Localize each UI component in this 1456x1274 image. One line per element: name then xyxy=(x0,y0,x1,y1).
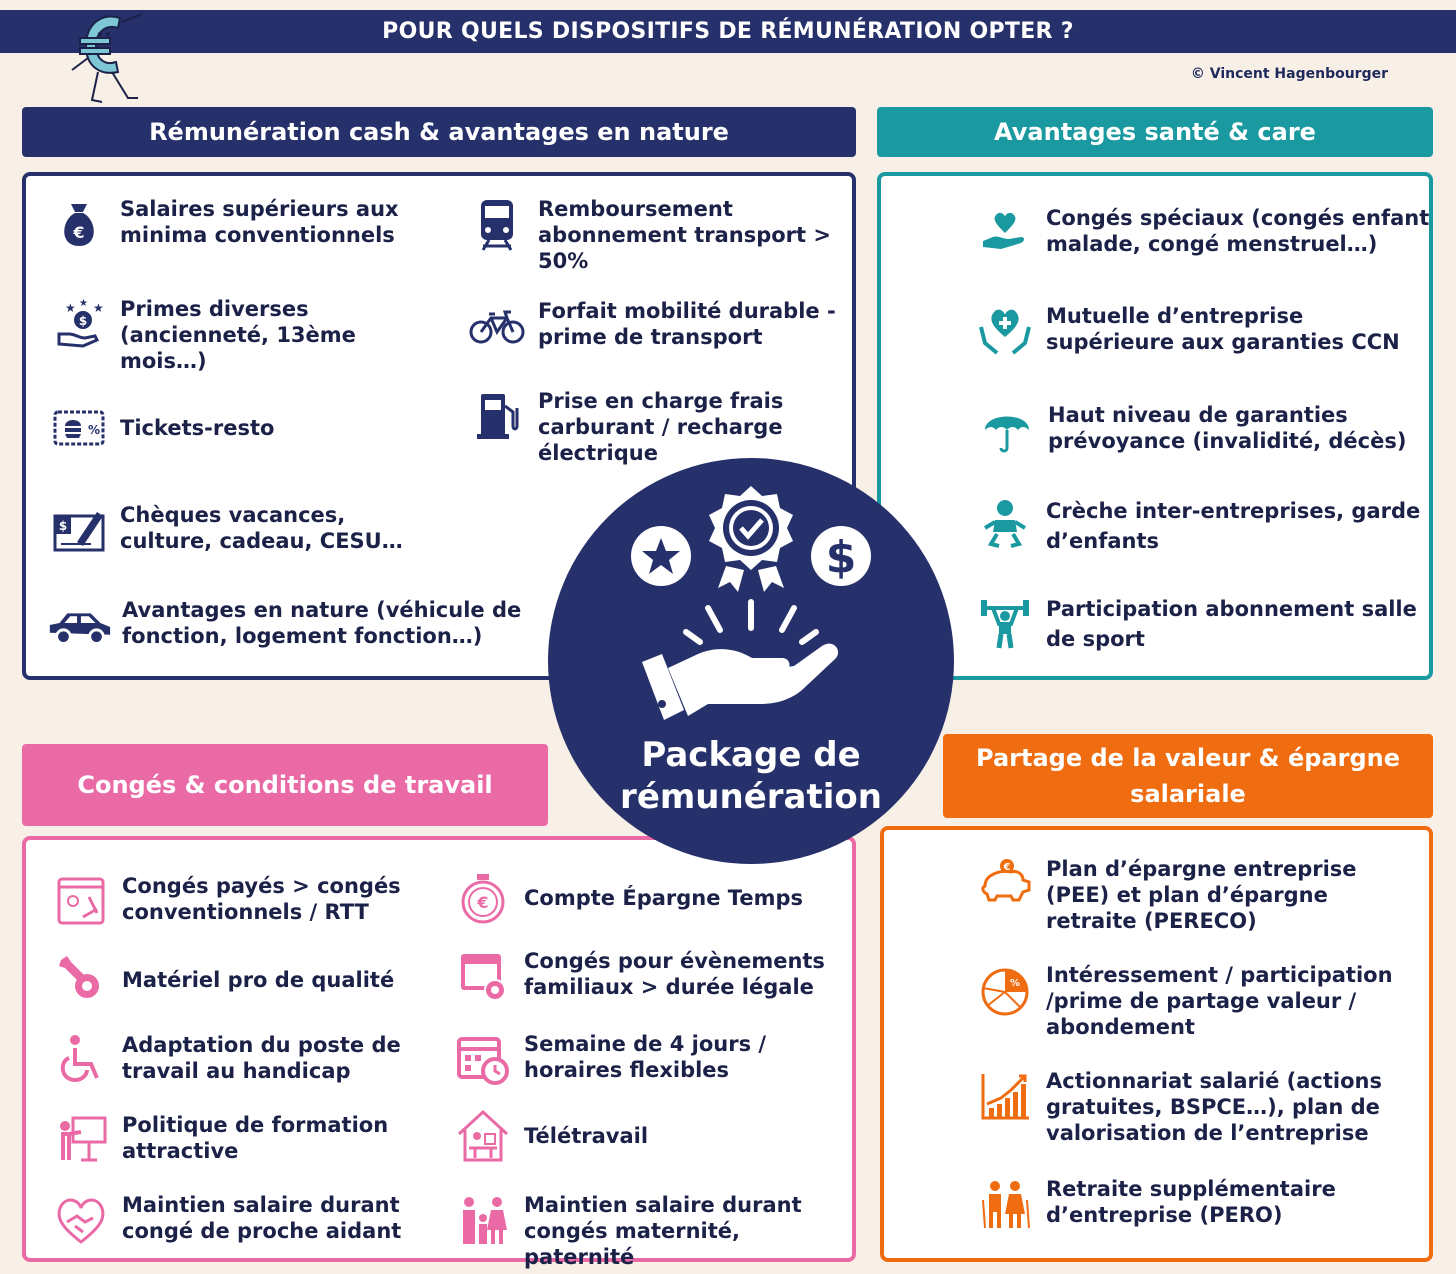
leave-section-title: Congés & conditions de travail xyxy=(22,744,548,826)
author-credit: © Vincent Hagenbourger xyxy=(1190,66,1388,82)
growth-chart-icon xyxy=(977,1068,1033,1124)
meal-ticket-icon xyxy=(51,400,107,456)
list-item: Actionnariat salarié (actions gratuites, BSPCE…), plan de valorisation de l’entreprise xyxy=(974,1068,1424,1146)
list-item: Prise en charge frais carburant / recharge électrique xyxy=(466,388,806,466)
center-label-line2: rémunération xyxy=(620,777,882,817)
hands-medical-heart-icon xyxy=(977,303,1033,359)
cash-section-title: Rémunération cash & avantages en nature xyxy=(22,107,856,157)
svg-text:★: ★ xyxy=(93,301,104,315)
baby-icon xyxy=(977,496,1033,552)
weightlifter-icon xyxy=(977,594,1033,650)
calendar-beach-icon xyxy=(53,873,109,929)
fuel-pump-icon xyxy=(469,388,525,444)
list-item: Semaine de 4 jours / horaires flexibles xyxy=(452,1031,832,1087)
teacher-board-icon xyxy=(53,1112,109,1168)
list-item: $ Chèques vacances, culture, cadeau, CESU… xyxy=(48,502,428,558)
savings-section-title: Partage de la valeur & épargne salariale xyxy=(943,734,1433,818)
list-item: € Salaires supérieurs aux minima conventionnels xyxy=(48,196,408,252)
list-item: $ ★ ★ ★ Primes diverses (ancienneté, 13ème mois…) xyxy=(48,296,378,374)
list-item: Congés payés > congés conventionnels / RTT xyxy=(50,873,410,929)
heart-handshake-icon xyxy=(53,1192,109,1248)
svg-text:€: € xyxy=(1003,862,1011,873)
svg-text:%: % xyxy=(1009,978,1021,989)
list-item: Maintien salaire durant congé de proche aidant xyxy=(50,1192,450,1248)
pie-chart-percent-icon xyxy=(977,962,1033,1018)
wheelchair-icon xyxy=(53,1032,109,1088)
list-item: % Tickets-resto xyxy=(48,400,378,456)
svg-text:★: ★ xyxy=(79,298,88,309)
stopwatch-euro-icon xyxy=(455,870,511,926)
calendar-clock-icon xyxy=(455,1031,511,1087)
home-office-icon xyxy=(455,1108,511,1164)
svg-text:€: € xyxy=(73,223,85,242)
umbrella-icon xyxy=(979,402,1035,458)
center-package-badge xyxy=(548,458,954,864)
euro-mascot-icon xyxy=(62,8,162,106)
list-item: € Compte Épargne Temps xyxy=(452,870,832,926)
list-item: Congés pour évènements familiaux > durée légale xyxy=(452,948,832,1004)
piggy-bank-euro-icon xyxy=(977,856,1033,912)
list-item: Télétravail xyxy=(452,1108,832,1164)
hand-bonus-stars-icon xyxy=(51,296,107,352)
list-item: Haut niveau de garanties prévoyance (invalidité, décès) xyxy=(976,402,1436,458)
elderly-couple-icon xyxy=(977,1176,1033,1232)
list-item: % Intéressement / participation /prime de partage valeur / abondement xyxy=(974,962,1424,1040)
svg-text:€: € xyxy=(477,893,489,912)
train-icon xyxy=(469,196,525,252)
list-item: Retraite supplémentaire d’entreprise (PERO) xyxy=(974,1176,1424,1232)
svg-text:$: $ xyxy=(58,519,68,533)
svg-text:★: ★ xyxy=(65,301,76,315)
health-section-title: Avantages santé & care xyxy=(877,107,1433,157)
list-item: € Plan d’épargne entreprise (PEE) et plan d’épargne retraite (PERECO) xyxy=(974,856,1424,934)
svg-text:%: % xyxy=(87,423,101,437)
list-item: Forfait mobilité durable - prime de transport xyxy=(466,298,846,354)
list-item: Adaptation du poste de travail au handicap xyxy=(50,1032,410,1088)
wrench-gear-icon xyxy=(53,952,109,1008)
list-item: Avantages en nature (véhicule de fonction, logement fonction…) xyxy=(44,597,524,653)
list-item: Remboursement abonnement transport > 50% xyxy=(466,196,836,274)
hand-heart-icon xyxy=(977,205,1033,261)
cheque-signature-icon xyxy=(51,502,107,558)
list-item: Crèche inter-entreprises, garde d’enfants xyxy=(974,496,1434,556)
money-bag-euro-icon xyxy=(51,196,107,252)
calendar-stroller-icon xyxy=(455,948,511,1004)
svg-text:$: $ xyxy=(825,532,857,583)
center-label-line1: Package de xyxy=(641,735,861,775)
page-title: POUR QUELS DISPOSITIFS DE RÉMUNÉRATION OPTER ? xyxy=(0,10,1456,53)
list-item: Mutuelle d’entreprise supérieure aux garanties CCN xyxy=(974,303,1434,359)
family-icon xyxy=(455,1192,511,1248)
list-item: Politique de formation attractive xyxy=(50,1112,410,1168)
list-item: Participation abonnement salle de sport xyxy=(974,594,1434,654)
list-item: Congés spéciaux (congés enfant malade, congé menstruel…) xyxy=(974,205,1434,261)
list-item: Matériel pro de qualité xyxy=(50,952,410,1008)
svg-text:$: $ xyxy=(78,314,88,328)
bicycle-icon xyxy=(469,298,525,354)
list-item: Maintien salaire durant congés maternité, paternité xyxy=(452,1192,852,1270)
car-icon xyxy=(44,597,114,653)
